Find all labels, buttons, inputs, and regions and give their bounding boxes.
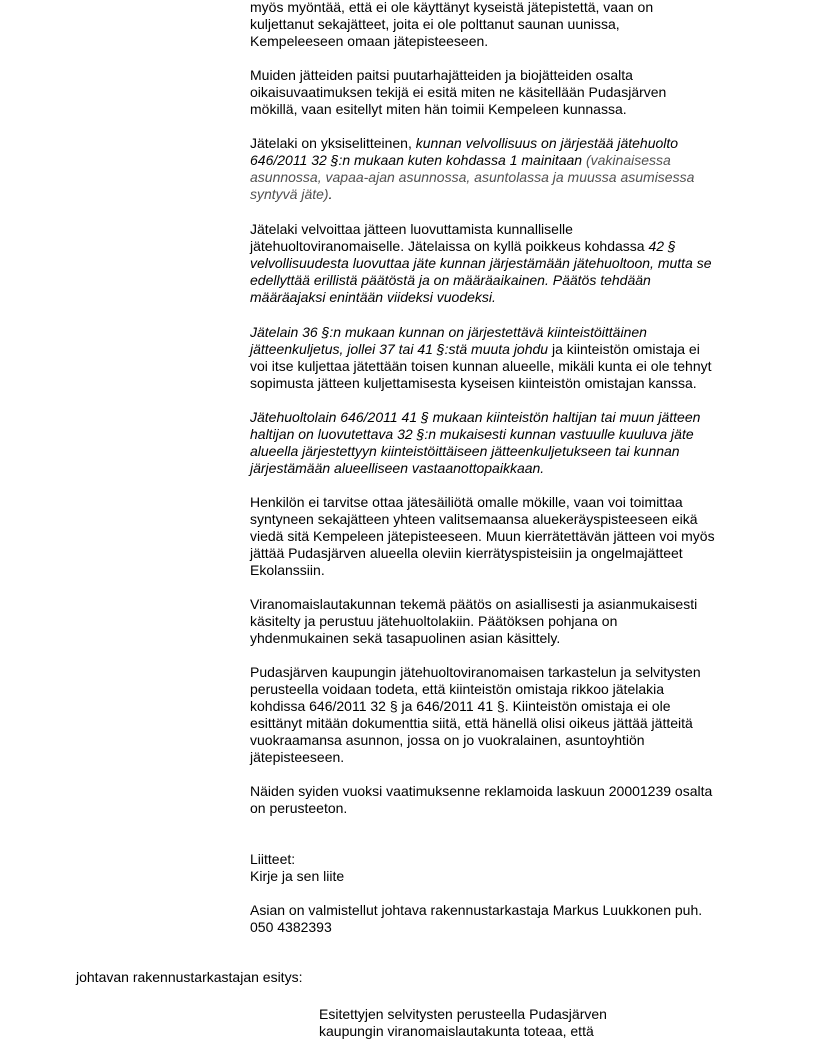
text-segment: Jätelaki velvoittaa jätteen luovuttamista kunnalliselle <box>250 221 573 237</box>
text-segment: järjestämään alueelliseen vastaanottopaikkaan. <box>250 460 545 476</box>
text-segment: käsitelty ja perustuu jätehuoltolakiin. Päätöksen pohjana on <box>250 613 618 629</box>
text-segment: edellyttää erillistä päätöstä ja on määräaikainen. Päätös tehdään <box>250 272 651 288</box>
text-line <box>250 409 700 426</box>
text-line <box>250 84 666 101</box>
text-line <box>250 664 701 681</box>
decision-line: kaupungin viranomaislautakunta toteaa, että <box>319 1023 594 1039</box>
text-line <box>250 375 712 392</box>
text-line <box>250 800 712 817</box>
paragraph-3 <box>250 221 712 306</box>
text-segment: Ekolanssiin. <box>250 562 325 578</box>
text-line <box>250 681 701 698</box>
text-segment: yhdenmukainen sekä tasapuolinen asian käsittely. <box>250 630 561 646</box>
text-segment: kunnan velvollisuus on järjestää jätehuolto <box>415 135 679 151</box>
text-segment: 646/2011 32 §:n mukaan kuten kohdassa 1 mainitaan <box>250 152 586 168</box>
text-segment: on perusteeton. <box>250 800 348 816</box>
paragraph-6 <box>250 494 715 579</box>
text-segment: Jätelaki on yksiselitteinen, <box>250 135 416 151</box>
text-line <box>250 511 715 528</box>
text-segment: sopimusta jätteen kuljettamisesta kyseisen kiinteistön omistajan kanssa. <box>250 375 697 391</box>
text-line <box>250 221 712 238</box>
text-line <box>250 33 653 50</box>
paragraph-5 <box>250 409 700 477</box>
text-segment: 42 § <box>648 238 676 254</box>
text-line <box>250 596 697 613</box>
text-segment: perusteella voidaan todeta, että kiinteistön omistaja rikkoo jätelakia <box>250 681 665 697</box>
text-line <box>250 169 694 186</box>
text-line <box>250 902 702 919</box>
text-segment: . <box>328 186 333 202</box>
text-segment: jätehuoltoviranomaiselle. Jätelaissa on kyllä poikkeus kohdassa <box>250 238 649 254</box>
text-segment: 050 4382393 <box>250 919 332 935</box>
text-line <box>250 562 715 579</box>
text-segment: Kempeleeseen omaan jätepisteeseen. <box>250 33 489 49</box>
paragraph-8 <box>250 664 701 766</box>
text-line <box>250 851 344 868</box>
text-line <box>250 868 344 885</box>
text-segment: esittänyt mitään dokumenttia siitä, että hänellä olisi oikeus jättää jätteitä <box>250 715 693 731</box>
text-line <box>250 613 697 630</box>
text-segment: myös myöntää, että ei ole käyttänyt kyseistä jätepistettä, vaan on <box>250 0 654 15</box>
text-line <box>250 698 701 715</box>
text-segment: haltijan on luovutettava 32 §:n mukaisesti kunnan vastuulle kuuluva jäte <box>250 426 694 442</box>
attachments <box>250 851 344 885</box>
text-line <box>250 494 715 511</box>
text-line <box>250 426 700 443</box>
text-segment: Kirje ja sen liite <box>250 868 345 884</box>
text-segment: jätepisteeseen. <box>250 749 345 765</box>
text-segment: asunnossa, vapaa-ajan asunnossa, asuntolassa ja muussa asumisessa <box>250 169 695 185</box>
text-segment: kuljettanut sekajätteet, joita ei ole polttanut saunan uunissa, <box>250 16 620 32</box>
text-segment: vuokraamansa asunnon, jossa on jo vuokralainen, asuntoyhtiön <box>250 732 645 748</box>
text-segment: velvollisuudesta luovuttaa jäte kunnan järjestämään jätehuoltoon, mutta se <box>250 255 712 271</box>
text-segment: (vakinaisessa <box>585 152 671 168</box>
decision-text <box>319 1006 607 1040</box>
preparer-note <box>250 902 702 936</box>
paragraph-0 <box>250 0 653 50</box>
text-segment: alueella järjestettyyn kiinteistöittäiseen jätteenkuljetukseen tai kunnan <box>250 443 680 459</box>
text-line <box>250 749 701 766</box>
text-segment: mökillä, vaan esitellyt miten hän toimii Kempeleen kunnassa. <box>250 101 627 117</box>
text-line <box>250 783 712 800</box>
text-segment: ja kiinteistön omistaja ei <box>548 341 700 357</box>
text-line <box>250 255 712 272</box>
text-segment: voi itse kuljettaa jätettään toisen kunnan alueelle, mikäli kunta ei ole tehnyt <box>250 358 712 374</box>
text-segment: oikaisuvaatimuksen tekijä ei esitä miten ne käsitellään Pudasjärven <box>250 84 667 100</box>
text-segment: Liitteet: <box>250 851 296 867</box>
text-segment: Asian on valmistellut johtava rakennustarkastaja Markus Luukkonen puh. <box>250 902 703 918</box>
text-line <box>250 460 700 477</box>
text-segment: viedä sitä Kempeleen jätepisteeseen. Muun kierrätettävän jätteen voi myös <box>250 528 715 544</box>
paragraph-9 <box>250 783 712 817</box>
text-line <box>250 101 666 118</box>
text-segment: Viranomaislautakunnan tekemä päätös on asiallisesti ja asianmukaisesti <box>250 596 698 612</box>
text-line <box>250 152 694 169</box>
paragraph-7 <box>250 596 697 647</box>
text-line <box>250 341 712 358</box>
text-segment: Jätelain 36 §:n mukaan kunnan on järjestettävä kiinteistöittäinen <box>250 324 647 340</box>
text-segment: syntyvä jäte) <box>250 186 329 202</box>
text-line <box>250 289 712 306</box>
text-line <box>250 16 653 33</box>
proposal-label: johtavan rakennustarkastajan esitys: <box>76 969 303 985</box>
text-segment: kohdissa 646/2011 32 § ja 646/2011 41 §. Kiinteistön omistaja ei ole <box>250 698 671 714</box>
text-segment: Muiden jätteiden paitsi puutarhajätteiden ja biojätteiden osalta <box>250 67 633 83</box>
text-line <box>250 135 694 152</box>
text-segment: määräajaksi enintään viideksi vuodeksi. <box>250 289 496 305</box>
text-segment: Pudasjärven kaupungin jätehuoltoviranomaisen tarkastelun ja selvitysten <box>250 664 701 680</box>
text-line <box>250 238 712 255</box>
text-line <box>250 67 666 84</box>
text-segment: Jätehuoltolain 646/2011 41 § mukaan kiinteistön haltijan tai muun jätteen <box>250 409 701 425</box>
text-segment: Näiden syiden vuoksi vaatimuksenne reklamoida laskuun 20001239 osalta <box>250 783 713 799</box>
text-line <box>250 0 653 16</box>
text-segment: Henkilön ei tarvitse ottaa jätesäiliötä omalle mökille, vaan voi toimittaa <box>250 494 683 510</box>
text-segment: syntyneen sekajätteen yhteen valitsemaansa aluekeräyspisteeseen eikä <box>250 511 698 527</box>
text-line <box>250 715 701 732</box>
paragraph-2 <box>250 135 694 203</box>
text-line <box>250 324 712 341</box>
decision-line: Esitettyjen selvitysten perusteella Pudasjärven <box>319 1006 607 1022</box>
text-line <box>250 358 712 375</box>
paragraph-4 <box>250 324 712 392</box>
text-line <box>250 528 715 545</box>
text-line <box>250 545 715 562</box>
text-line <box>250 186 694 203</box>
text-segment: jätteenkuljetus, jollei 37 tai 41 §:stä muuta johdu <box>250 341 549 357</box>
text-line <box>250 443 700 460</box>
text-line <box>250 630 697 647</box>
text-line <box>250 732 701 749</box>
paragraph-1 <box>250 67 666 118</box>
text-segment: jättää Pudasjärven alueella oleviin kierrätyspisteisiin ja ongelmajätteet <box>250 545 683 561</box>
text-line <box>250 919 702 936</box>
text-line <box>250 272 712 289</box>
